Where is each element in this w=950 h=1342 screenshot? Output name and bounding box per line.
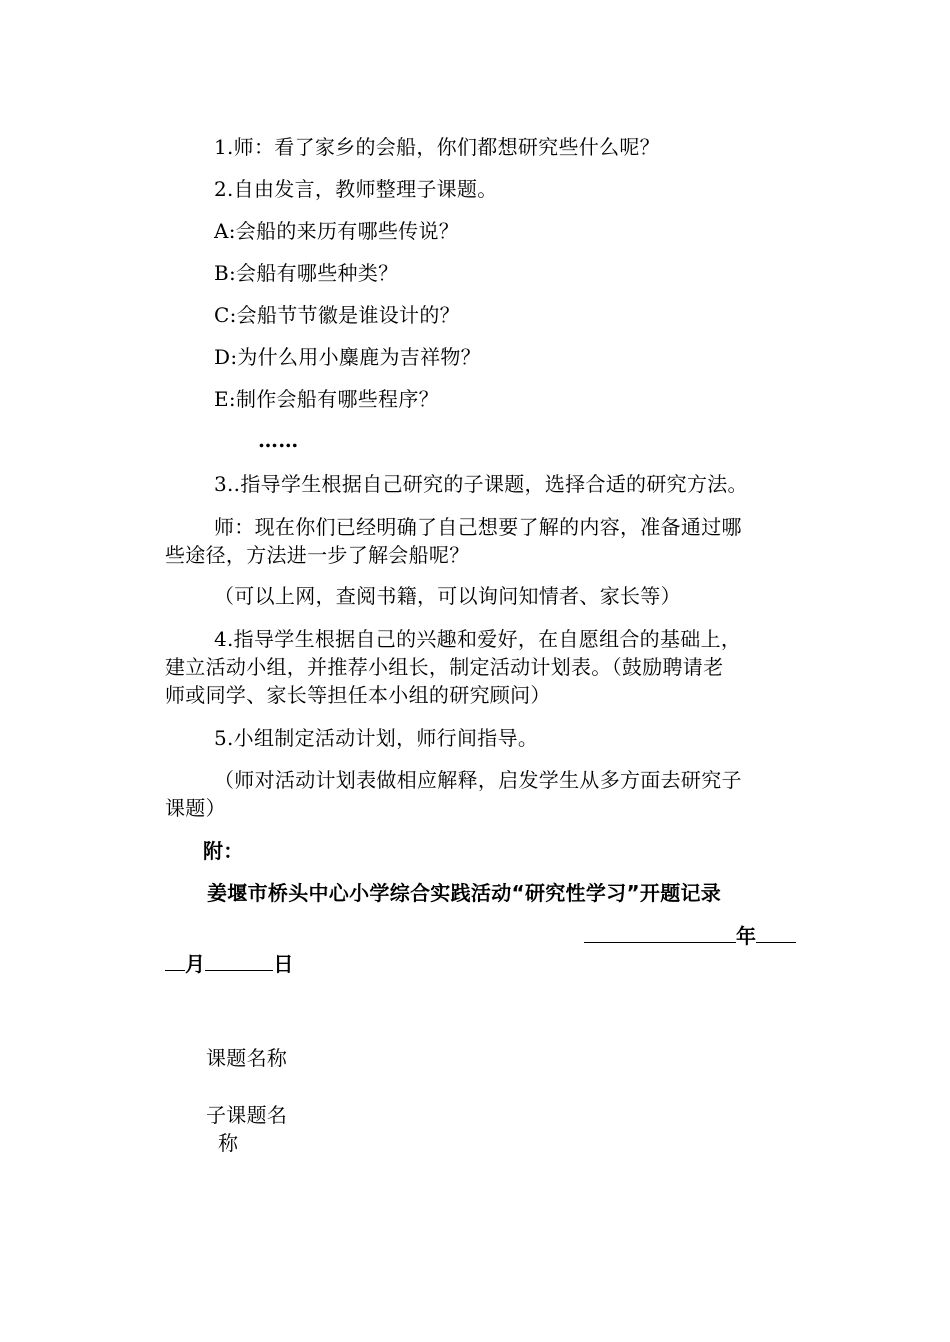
subtopic-c: C:会船节节徽是谁设计的？ <box>214 303 460 327</box>
date-month-row <box>165 950 294 978</box>
body-line-explain-cont: 课题） <box>165 796 226 820</box>
subtopic-d: D:为什么用小麋鹿为吉祥物？ <box>214 345 481 369</box>
body-line-4: 4.指导学生根据自己的兴趣和爱好，在自愿组合的基础上， <box>214 627 742 651</box>
table-subtopic-name-label-2: 称 <box>218 1131 239 1155</box>
month-blank <box>165 950 185 971</box>
month-label: 月 <box>185 952 206 976</box>
table-topic-name-label: 课题名称 <box>206 1046 288 1070</box>
body-line-teacher: 师：现在你们已经明确了自己想要了解的内容，准备通过哪 <box>214 515 742 539</box>
body-line-teacher-cont: 些途径，方法进一步了解会船呢？ <box>165 543 470 567</box>
subtopic-e: E:制作会船有哪些程序？ <box>214 387 439 411</box>
subtopic-a: A:会船的来历有哪些传说？ <box>214 219 460 243</box>
body-line-4-cont-1: 建立活动小组，并推荐小组长，制定活动计划表。（鼓励聘请老 <box>165 655 724 679</box>
year-label: 年 <box>736 924 757 948</box>
body-line-3: 3..指导学生根据自己研究的子课题，选择合适的研究方法。 <box>214 472 748 496</box>
day-blank <box>205 950 273 971</box>
ellipsis: …… <box>258 428 299 452</box>
body-line-4-cont-2: 师或同学、家长等担任本小组的研究顾问） <box>165 683 551 707</box>
table-subtopic-name-label-1: 子课题名 <box>206 1103 288 1127</box>
day-label: 日 <box>273 952 294 976</box>
year-blank <box>584 922 736 943</box>
month-blank-start <box>756 922 796 943</box>
date-year-row <box>584 922 796 950</box>
body-line-1: 1.师：看了家乡的会船，你们都想研究些什么呢？ <box>214 135 660 159</box>
body-line-explain: （师对活动计划表做相应解释，启发学生从多方面去研究子 <box>214 768 742 792</box>
subtopic-b: B:会船有哪些种类？ <box>214 261 399 285</box>
appendix-title: 姜堰市桥头中心小学综合实践活动“研究性学习”开题记录 <box>207 881 722 905</box>
appendix-label: 附： <box>203 839 244 863</box>
body-line-methods: （可以上网，查阅书籍，可以询问知情者、家长等） <box>214 584 681 608</box>
body-line-5: 5.小组制定活动计划，师行间指导。 <box>214 726 539 750</box>
body-line-2: 2.自由发言，教师整理子课题。 <box>214 177 498 201</box>
